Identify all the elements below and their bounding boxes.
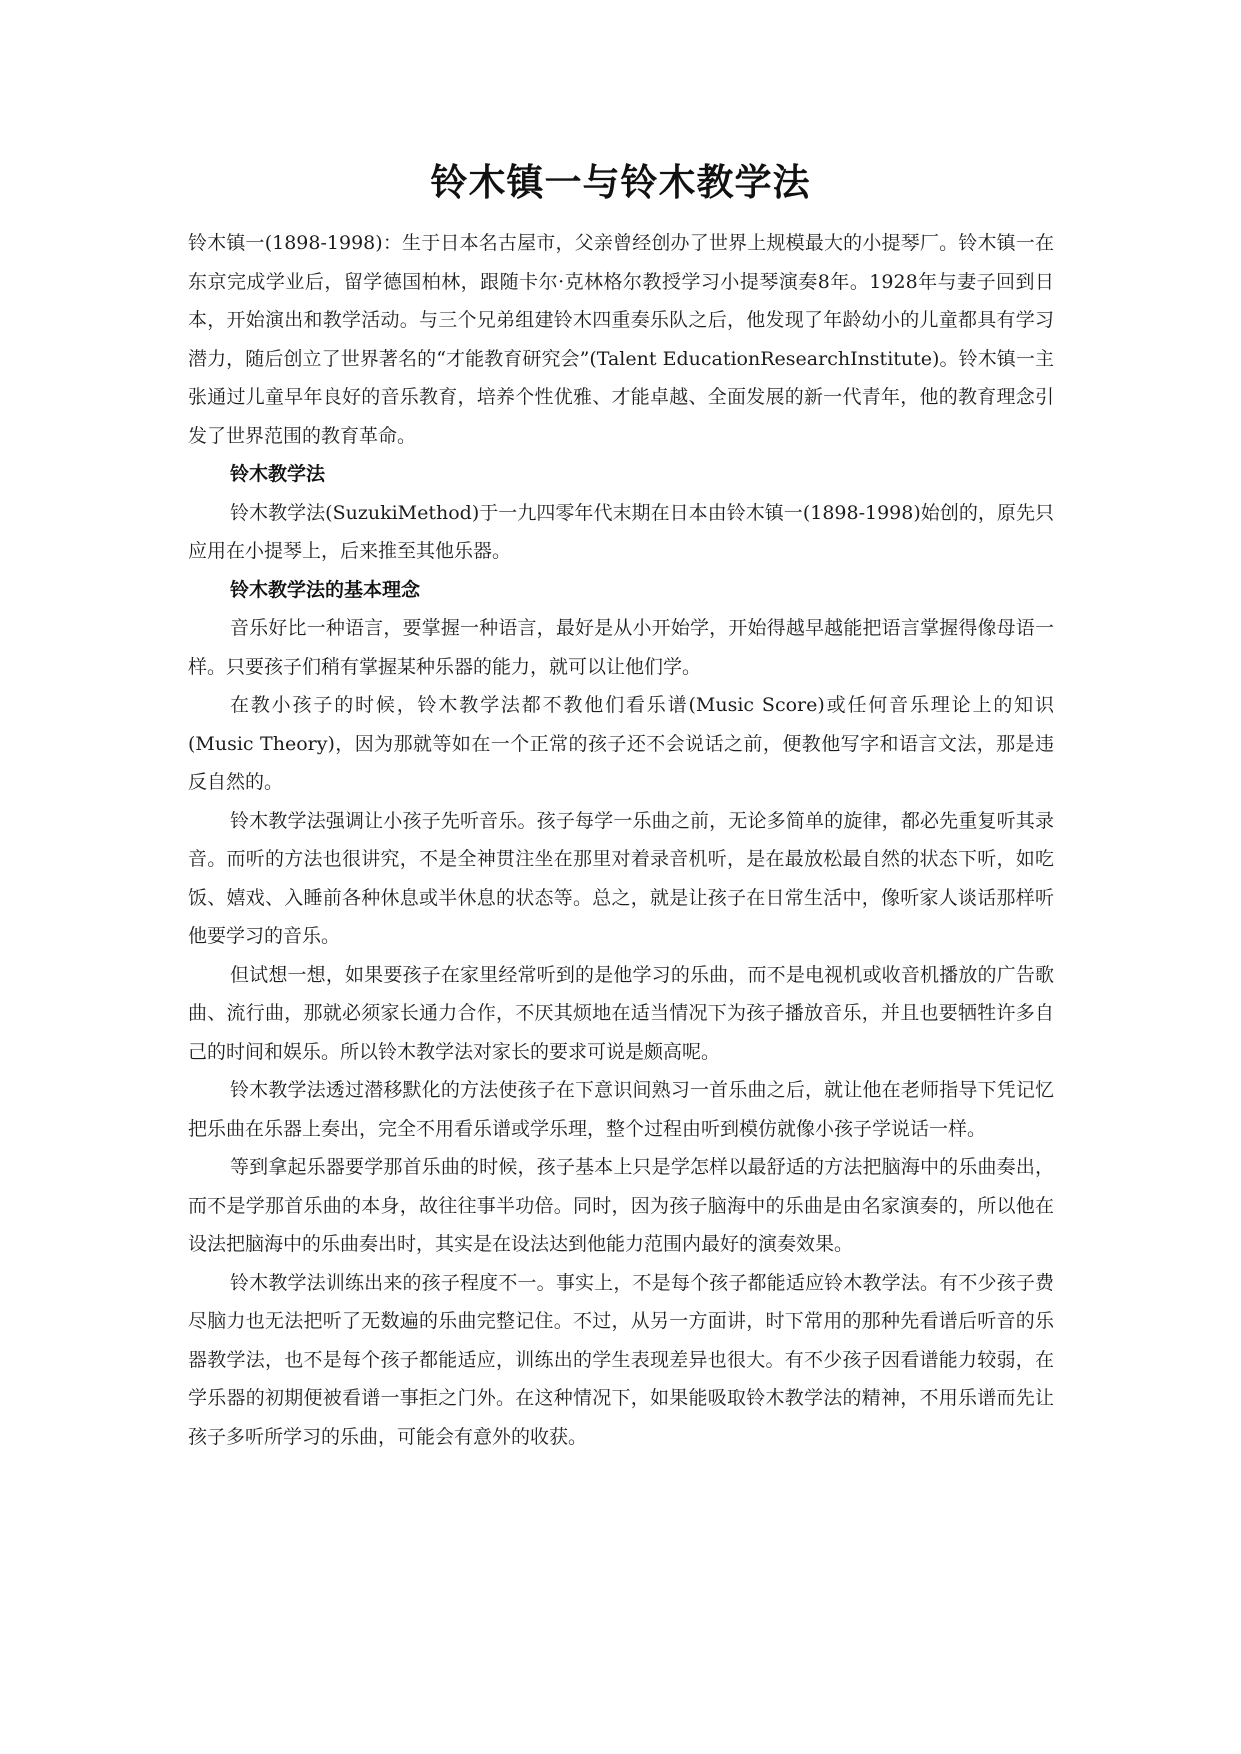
paragraph: 铃木教学法训练出来的孩子程度不一。事实上，不是每个孩子都能适应铃木教学法。有不少孩子费尽脑力也无法把听了无数遍的乐曲完整记住。不过，从另一方面讲，时下常用的那种先看谱后听音的乐器教学法，也不是每个孩子都能适应，训练出的学生表现差异也很大。有不少孩子因看谱能力较弱，在学乐器的初期便被看谱一事拒之门外。在这种情况下，如果能吸取铃木教学法的精神，不用乐谱而先让孩子多听所学习的乐曲，可能会有意外的收获。	[188, 1271, 1054, 1448]
document-title: 铃木镇一与铃木教学法	[430, 161, 811, 204]
paragraph: 铃木教学法透过潜移默化的方法使孩子在下意识间熟习一首乐曲之后，就让他在老师指导下凭记忆把乐曲在乐器上奏出，完全不用看乐谱或学乐理，整个过程由听到模仿就像小孩子学说话一样。	[188, 1079, 1054, 1140]
document-body	[188, 224, 1054, 1456]
section-heading-basic-concepts: 铃木教学法的基本理念	[230, 578, 421, 601]
paragraph: 铃木教学法(SuzukiMethod)于一九四零年代末期在日本由铃木镇一(1898-1998)始创的，原先只应用在小提琴上，后来推至其他乐器。	[188, 501, 1054, 562]
paragraph: 在教小孩子的时候，铃木教学法都不教他们看乐谱(Music Score)或任何音乐理论上的知识(Music Theory)，因为那就等如在一个正常的孩子还不会说话之前，便教他写字和语言文法，那是违反自然的。	[188, 694, 1054, 793]
paragraph: 音乐好比一种语言，要掌握一种语言，最好是从小开始学，开始得越早越能把语言掌握得像母语一样。只要孩子们稍有掌握某种乐器的能力，就可以让他们学。	[188, 617, 1054, 678]
intro-paragraph: 铃木镇一(1898-1998)：生于日本名古屋市，父亲曾经创办了世界上规模最大的小提琴厂。铃木镇一在东京完成学业后，留学德国柏林，跟随卡尔·克林格尔教授学习小提琴演奏8年。1928年与妻子回到日本，开始演出和教学活动。与三个兄弟组建铃木四重奏乐队之后，他发现了年龄幼小的儿童都具有学习潜力，随后创立了世界著名的“才能教育研究会”(Talent EducationResearchInstitute)。铃木镇一主张通过儿童早年良好的音乐教育，培养个性优雅、才能卓越、全面发展的新一代青年，他的教育理念引发了世界范围的教育革命。	[188, 232, 1054, 447]
section-heading-suzuki-method: 铃木教学法	[230, 463, 326, 485]
paragraph: 等到拿起乐器要学那首乐曲的时候，孩子基本上只是学怎样以最舒适的方法把脑海中的乐曲奏出，而不是学那首乐曲的本身，故往往事半功倍。同时，因为孩子脑海中的乐曲是由名家演奏的，所以他在设法把脑海中的乐曲奏出时，其实是在设法达到他能力范围内最好的演奏效果。	[188, 1156, 1054, 1255]
paragraph: 铃木教学法强调让小孩子先听音乐。孩子每学一乐曲之前，无论多简单的旋律，都必先重复听其录音。而听的方法也很讲究，不是全神贯注坐在那里对着录音机听，是在最放松最自然的状态下听，如吃饭、嬉戏、入睡前各种休息或半休息的状态等。总之，就是让孩子在日常生活中，像听家人谈话那样听他要学习的音乐。	[188, 809, 1054, 947]
paragraph: 但试想一想，如果要孩子在家里经常听到的是他学习的乐曲，而不是电视机或收音机播放的广告歌曲、流行曲，那就必须家长通力合作，不厌其烦地在适当情况下为孩子播放音乐，并且也要牺牲许多自己的时间和娱乐。所以铃木教学法对家长的要求可说是颇高呢。	[188, 963, 1054, 1063]
